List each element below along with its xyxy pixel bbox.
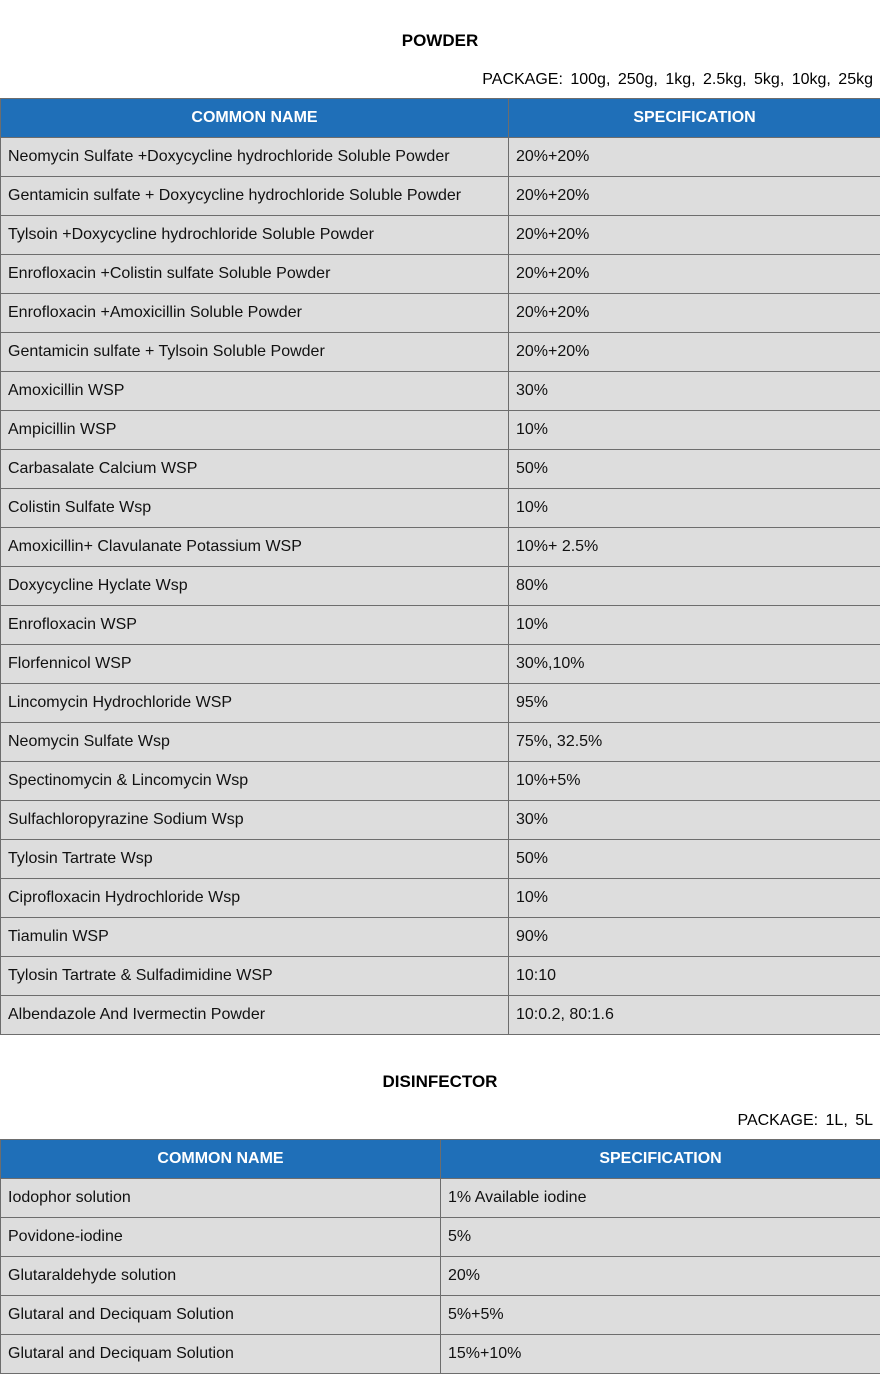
cell-specification: 20%	[441, 1257, 880, 1296]
table-row	[1, 1335, 880, 1374]
cell-common-name: Lincomycin Hydrochloride WSP	[1, 684, 509, 723]
table-row	[1, 177, 880, 216]
cell-specification: 20%+20%	[509, 255, 880, 294]
table-row	[1, 411, 880, 450]
table-row	[1, 723, 880, 762]
cell-specification: 10%	[509, 411, 880, 450]
table-row	[1, 567, 880, 606]
table-row	[1, 528, 880, 567]
cell-common-name: Povidone-iodine	[1, 1218, 441, 1257]
table-row	[1, 294, 880, 333]
cell-common-name: Florfennicol WSP	[1, 645, 509, 684]
table-row	[1, 879, 880, 918]
table-row	[1, 996, 880, 1035]
table-row	[1, 957, 880, 996]
powder-table-header	[1, 99, 880, 138]
cell-specification: 50%	[509, 840, 880, 879]
table-row	[1, 1296, 880, 1335]
cell-common-name: Glutaral and Deciquam Solution	[1, 1335, 441, 1374]
cell-common-name: Glutaraldehyde solution	[1, 1257, 441, 1296]
table-row	[1, 645, 880, 684]
cell-common-name: Tylosin Tartrate & Sulfadimidine WSP	[1, 957, 509, 996]
cell-common-name: Carbasalate Calcium WSP	[1, 450, 509, 489]
cell-common-name: Gentamicin sulfate + Doxycycline hydrochloride Soluble Powder	[1, 177, 509, 216]
table-row	[1, 762, 880, 801]
powder-package: PACKAGE: 100g, 250g, 1kg, 2.5kg, 5kg, 10kg, 25kg	[482, 71, 873, 88]
column-header-specification: SPECIFICATION	[441, 1140, 880, 1179]
cell-common-name: Tiamulin WSP	[1, 918, 509, 957]
cell-common-name: Tylsoin +Doxycycline hydrochloride Soluble Powder	[1, 216, 509, 255]
table-row	[1, 489, 880, 528]
cell-common-name: Colistin Sulfate Wsp	[1, 489, 509, 528]
cell-specification: 20%+20%	[509, 333, 880, 372]
cell-common-name: Neomycin Sulfate Wsp	[1, 723, 509, 762]
table-row	[1, 333, 880, 372]
cell-specification: 5%	[441, 1218, 880, 1257]
cell-specification: 20%+20%	[509, 294, 880, 333]
cell-common-name: Spectinomycin & Lincomycin Wsp	[1, 762, 509, 801]
cell-specification: 80%	[509, 567, 880, 606]
table-row	[1, 1179, 880, 1218]
powder-table-body	[1, 138, 880, 1035]
cell-specification: 10:10	[509, 957, 880, 996]
cell-specification: 20%+20%	[509, 216, 880, 255]
table-row	[1, 1257, 880, 1296]
cell-common-name: Enrofloxacin +Amoxicillin Soluble Powder	[1, 294, 509, 333]
table-row	[1, 216, 880, 255]
cell-specification: 20%+20%	[509, 138, 880, 177]
cell-specification: 10%	[509, 879, 880, 918]
cell-specification: 10%	[509, 606, 880, 645]
powder-table	[0, 98, 880, 1035]
cell-common-name: Doxycycline Hyclate Wsp	[1, 567, 509, 606]
disinfector-table	[0, 1139, 880, 1374]
cell-specification: 5%+5%	[441, 1296, 880, 1335]
powder-title: POWDER	[401, 31, 479, 50]
cell-specification: 15%+10%	[441, 1335, 880, 1374]
cell-specification: 50%	[509, 450, 880, 489]
cell-specification: 90%	[509, 918, 880, 957]
cell-common-name: Amoxicillin WSP	[1, 372, 509, 411]
table-row	[1, 138, 880, 177]
cell-specification: 10%+5%	[509, 762, 880, 801]
table-row	[1, 918, 880, 957]
table-row	[1, 1218, 880, 1257]
cell-specification: 95%	[509, 684, 880, 723]
table-row	[1, 450, 880, 489]
cell-specification: 75%, 32.5%	[509, 723, 880, 762]
column-header-common-name: COMMON NAME	[1, 1140, 441, 1179]
cell-common-name: Albendazole And Ivermectin Powder	[1, 996, 509, 1035]
cell-common-name: Glutaral and Deciquam Solution	[1, 1296, 441, 1335]
cell-common-name: Tylosin Tartrate Wsp	[1, 840, 509, 879]
cell-common-name: Gentamicin sulfate + Tylsoin Soluble Powder	[1, 333, 509, 372]
table-row	[1, 372, 880, 411]
table-row	[1, 684, 880, 723]
table-row	[1, 801, 880, 840]
cell-common-name: Iodophor solution	[1, 1179, 441, 1218]
cell-specification: 10%+ 2.5%	[509, 528, 880, 567]
cell-common-name: Ciprofloxacin Hydrochloride Wsp	[1, 879, 509, 918]
column-header-common-name: COMMON NAME	[1, 99, 509, 138]
cell-specification: 10:0.2, 80:1.6	[509, 996, 880, 1035]
disinfector-package: PACKAGE: 1L, 5L	[737, 1112, 873, 1129]
cell-specification: 1% Available iodine	[441, 1179, 880, 1218]
cell-specification: 20%+20%	[509, 177, 880, 216]
table-row	[1, 840, 880, 879]
cell-common-name: Amoxicillin+ Clavulanate Potassium WSP	[1, 528, 509, 567]
cell-specification: 30%,10%	[509, 645, 880, 684]
table-row	[1, 606, 880, 645]
cell-common-name: Ampicillin WSP	[1, 411, 509, 450]
cell-common-name: Neomycin Sulfate +Doxycycline hydrochloride Soluble Powder	[1, 138, 509, 177]
cell-common-name: Enrofloxacin WSP	[1, 606, 509, 645]
cell-specification: 10%	[509, 489, 880, 528]
cell-common-name: Sulfachloropyrazine Sodium Wsp	[1, 801, 509, 840]
disinfector-table-header	[1, 1140, 880, 1179]
column-header-specification: SPECIFICATION	[509, 99, 880, 138]
cell-specification: 30%	[509, 372, 880, 411]
table-row	[1, 255, 880, 294]
disinfector-title: DISINFECTOR	[382, 1072, 498, 1091]
cell-common-name: Enrofloxacin +Colistin sulfate Soluble Powder	[1, 255, 509, 294]
cell-specification: 30%	[509, 801, 880, 840]
disinfector-table-body	[1, 1179, 880, 1374]
